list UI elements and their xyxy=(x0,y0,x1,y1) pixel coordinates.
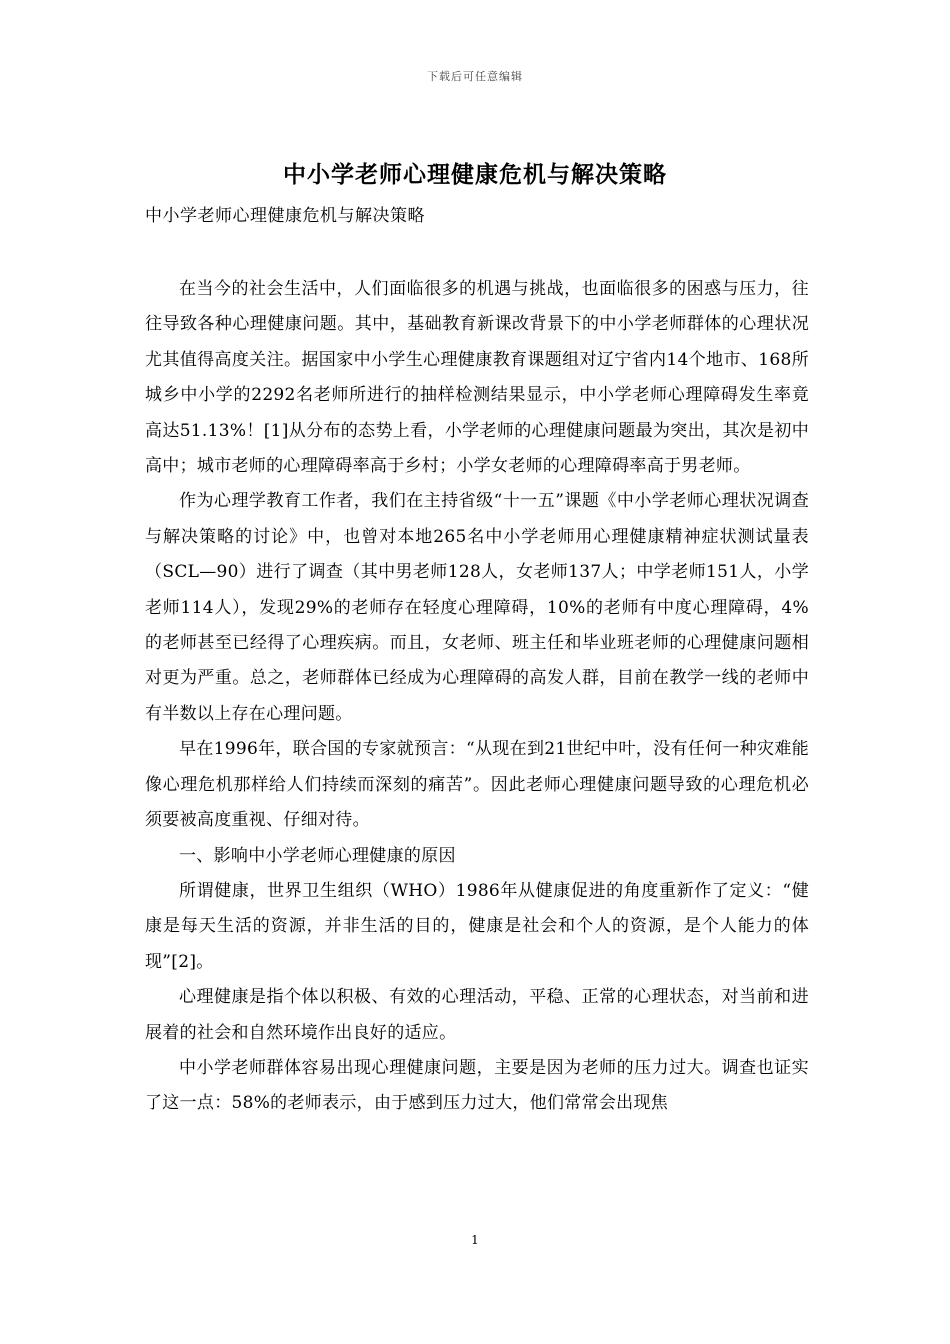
paragraph: 作为心理学教育工作者，我们在主持省级“十一五”课题《中小学老师心理状况调查与解决策略的讨论》中，也曾对本地265名中小学老师用心理健康精神症状测试量表（SCL—90）进行了调查（其中男老师128人，女老师137人；中学老师151人，小学老师114人），发现29%的老师存在轻度心理障碍，10%的老师有中度心理障碍，4%的老师甚至已经得了心理疾病。而且，女老师、班主任和毕业班老师的心理健康问题相对更为严重。总之，老师群体已经成为心理障碍的高发人群，目前在教学一线的老师中有半数以上存在心理问题。 xyxy=(145,491,809,724)
paragraph: 心理健康是指个体以积极、有效的心理活动，平稳、正常的心理状态，对当前和进展着的社会和自然环境作出良好的适应。 xyxy=(145,987,809,1043)
section-heading: 一、影响中小学老师心理健康的原因 xyxy=(179,845,456,866)
paragraph: 在当今的社会生活中，人们面临很多的机遇与挑战，也面临很多的困惑与压力，往往导致各种心理健康问题。其中，基础教育新课改背景下的中小学老师群体的心理状况尤其值得高度关注。据国家中小学生心理健康教育课题组对辽宁省内14个地市、168所城乡中小学的2292名老师所进行的抽样检测结果显示，中小学老师心理障碍发生率竟高达51.13%！[1]从分布的态势上看，小学老师的心理健康问题最为突出，其次是初中高中；城市老师的心理障碍率高于乡村；小学女老师的心理障碍率高于男老师。 xyxy=(145,279,809,477)
document-subtitle: 中小学老师心理健康危机与解决策略 xyxy=(145,206,425,226)
paragraph: 所谓健康，世界卫生组织（WHO）1986年从健康促进的角度重新作了定义：“健康是每天生活的资源，并非生活的目的，健康是社会和个人的资源，是个人能力的体现”[2]。 xyxy=(145,880,809,972)
paragraph: 早在1996年，联合国的专家就预言：“从现在到21世纪中叶，没有任何一种灾难能像心理危机那样给人们持续而深刻的痛苦”。因此老师心理健康问题导致的心理危机必须要被高度重视、仔细对待。 xyxy=(145,739,809,831)
page-header: 下载后可任意编辑 xyxy=(427,70,523,83)
document-body xyxy=(145,272,809,1122)
paragraph: 中小学老师群体容易出现心理健康问题，主要是因为老师的压力过大。调查也证实了这一点：58%的老师表示，由于感到压力过大，他们常常会出现焦 xyxy=(145,1057,809,1114)
page-number: 1 xyxy=(471,1233,479,1247)
document-title: 中小学老师心理健康危机与解决策略 xyxy=(283,161,667,188)
